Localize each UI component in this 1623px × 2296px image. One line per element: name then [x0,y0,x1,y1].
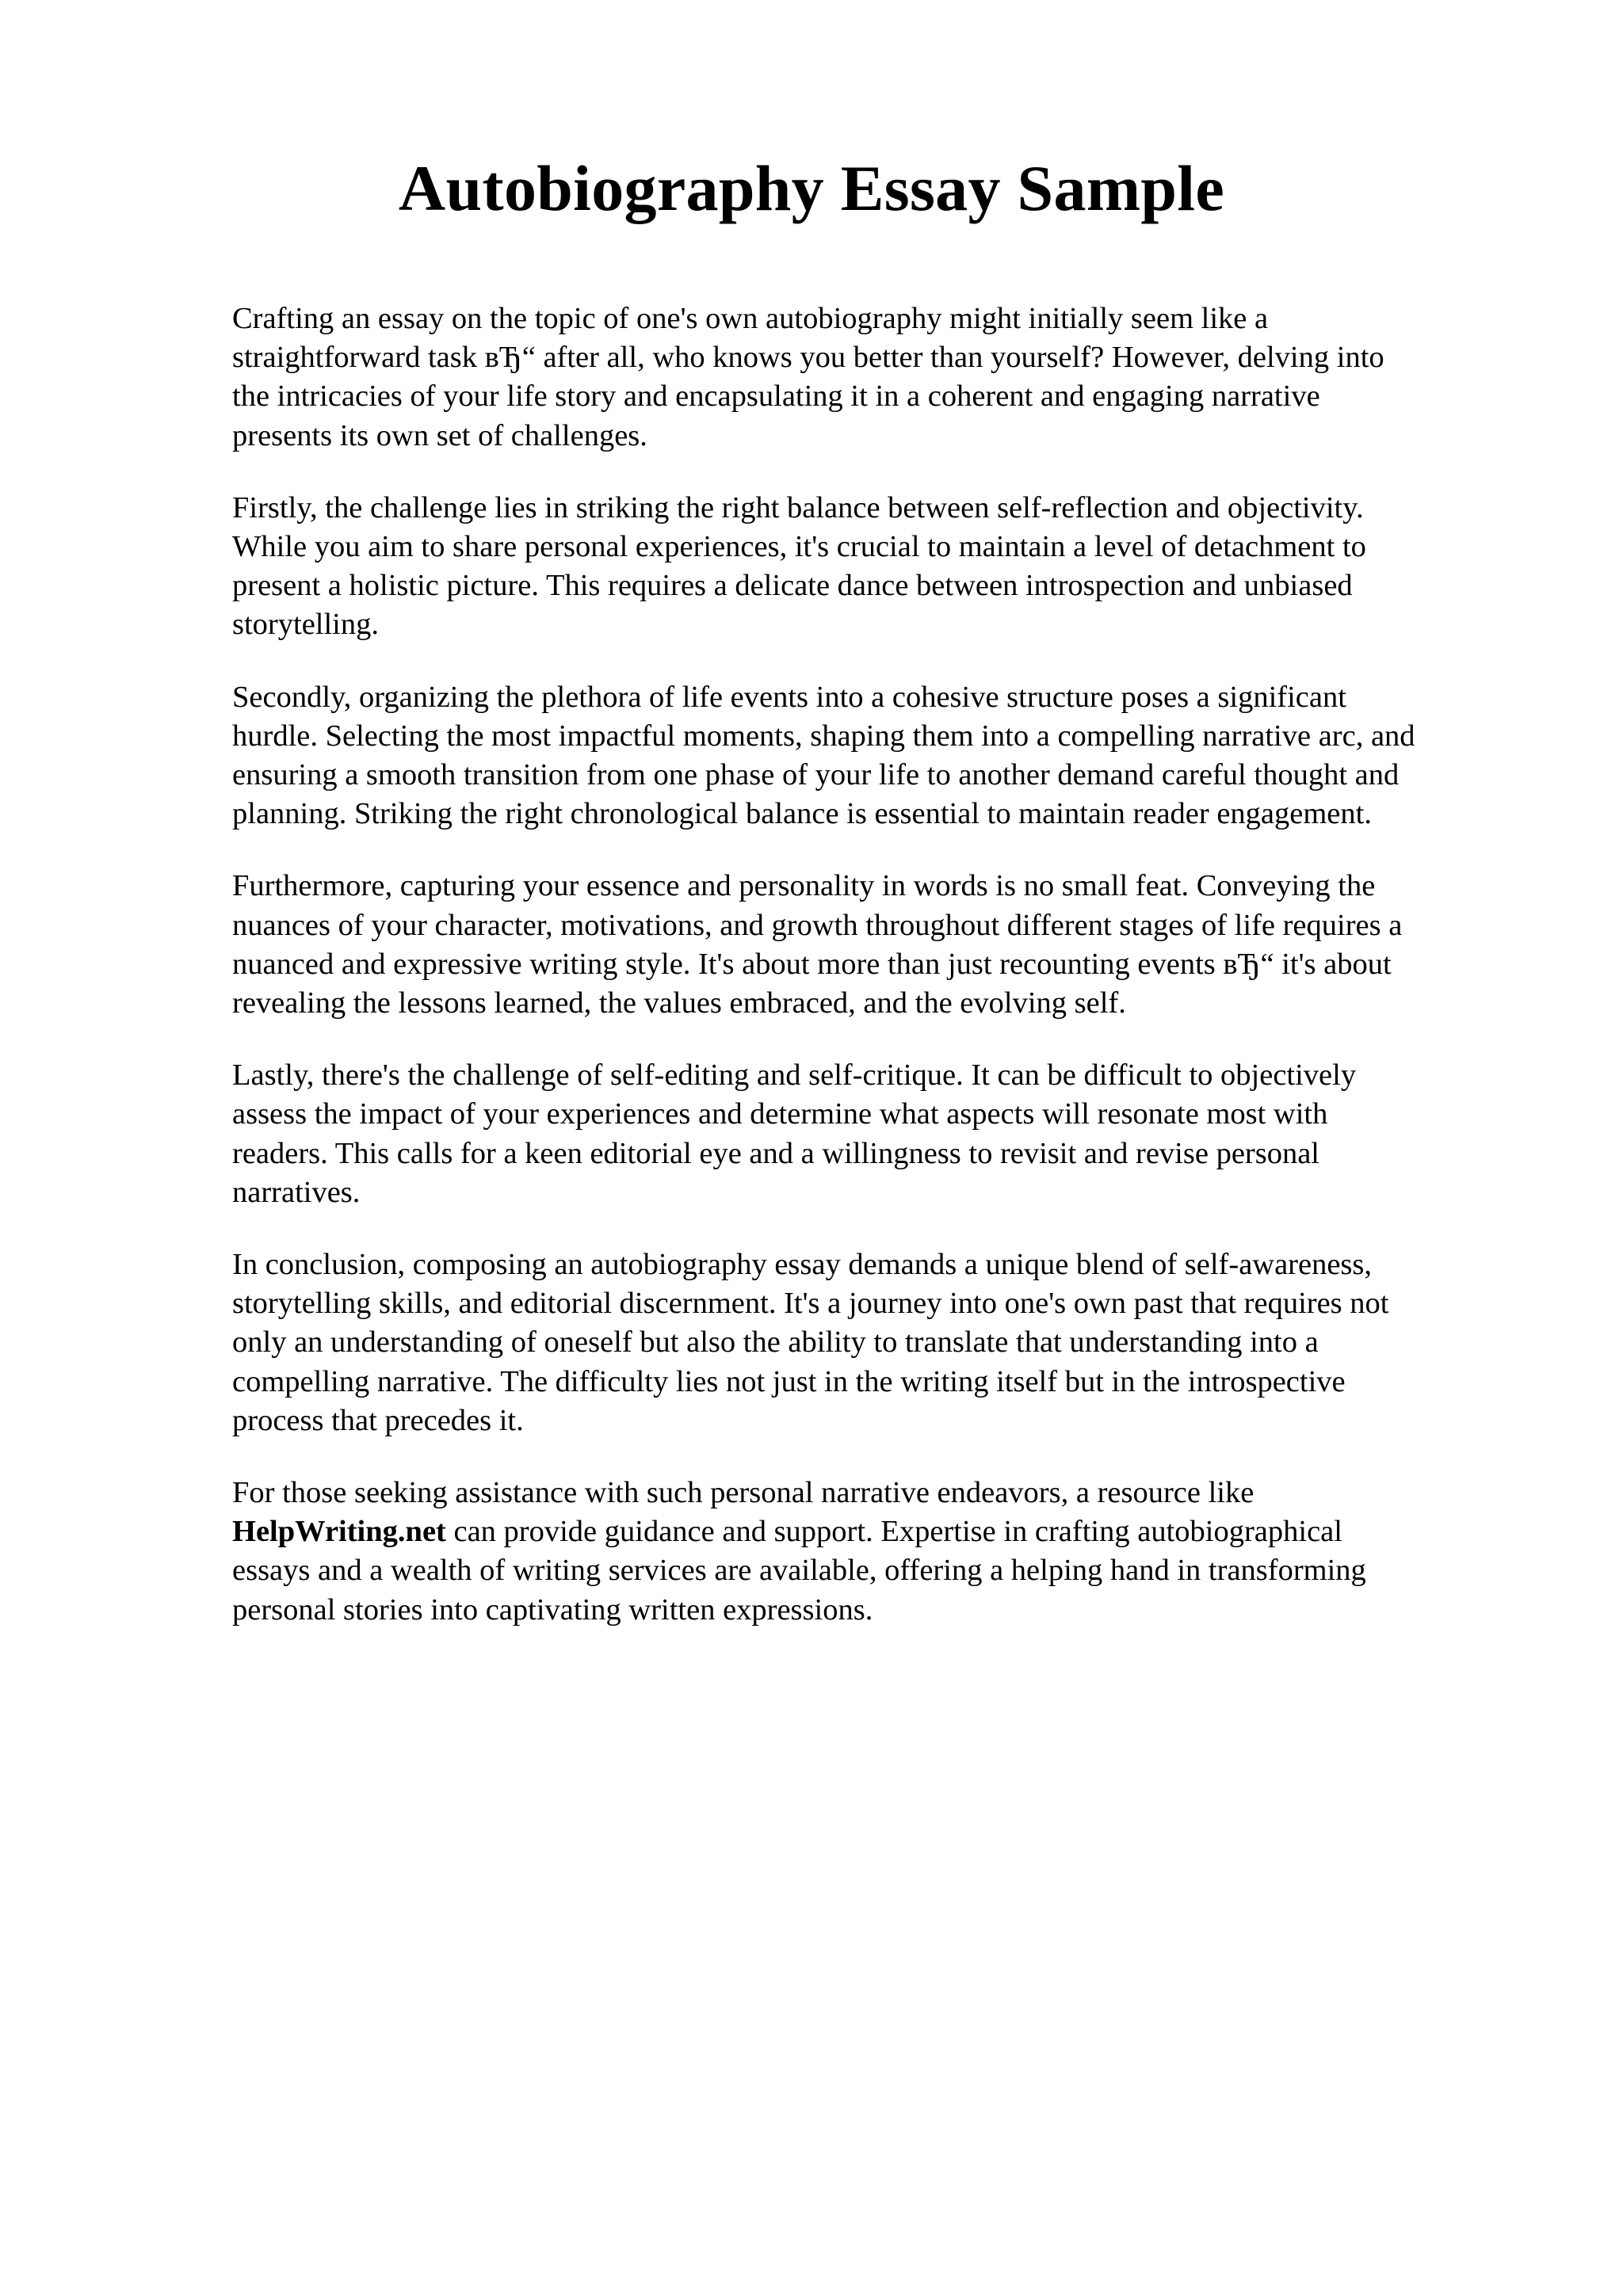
text-line: only an understanding of oneself but also the ability to translate that understanding into a [232,1325,1319,1360]
text-line [232,1512,1516,1551]
paragraph-2 [232,489,1516,645]
text-line: compelling narrative. The difficulty lies not just in the writing itself but in the introspective [232,1364,1346,1398]
text-line: Secondly, organizing the plethora of life events into a cohesive structure poses a significant [232,680,1346,714]
text-line: In conclusion, composing an autobiography essay demands a unique blend of self-awareness, [232,1248,1373,1282]
text-line: revealing the lessons learned, the values embraced, and the evolving self. [232,986,1126,1020]
text-line: assess the impact of your experiences and determine what aspects will resonate most with [232,1097,1328,1131]
text-line: narratives. [232,1175,361,1209]
text-line: For those seeking assistance with such personal narrative endeavors, a resource like [232,1476,1254,1510]
text-line: nuances of your character, motivations, and growth throughout different stages of life requires a [232,908,1403,942]
text-line: Crafting an essay on the topic of one's own autobiography might initially seem like a [232,302,1269,335]
text-line: Firstly, the challenge lies in striking the right balance between self-reflection and objectivity. [232,490,1364,524]
text-line: essays and a wealth of writing services are available, offering a helping hand in transforming [232,1554,1366,1588]
text-line: ensuring a smooth transition from one phase of your life to another demand careful thought and [232,758,1400,792]
paragraph-4 [232,867,1516,1023]
paragraph-1 [232,299,1516,456]
paragraph-6 [232,1245,1516,1440]
page-title: Autobiography Essay Sample [398,152,1225,224]
text-line: present a holistic picture. This requires a delicate dance between introspection and unbiased [232,569,1353,603]
closing-paragraph [232,1474,1516,1630]
text-line: personal stories into captivating written expressions. [232,1592,873,1627]
text-line: While you aim to share personal experiences, it's crucial to maintain a level of detachment to [232,530,1366,564]
text-line: planning. Striking the right chronological balance is essential to maintain reader engagement. [232,797,1372,831]
text-line: hurdle. Selecting the most impactful moments, shaping them into a compelling narrative arc, and [232,719,1415,753]
text-line: readers. This calls for a keen editorial eye and a willingness to revisit and revise personal [232,1136,1319,1170]
text-line: Lastly, there's the challenge of self-editing and self-critique. It can be difficult to objectively [232,1058,1357,1093]
text-line: Furthermore, capturing your essence and personality in words is no small feat. Conveying the [232,869,1376,903]
text-line: storytelling. [232,608,379,642]
text-fragment: can provide guidance and support. Expertise in crafting autobiographical [445,1515,1342,1549]
text-line: storytelling skills, and editorial discernment. It's a journey into one's own past that requires not [232,1287,1389,1321]
text-line: nuanced and expressive writing style. It's about more than just recounting events вЂ“ it's about [232,947,1392,981]
essay-body [232,299,1516,1663]
brand-name: HelpWriting.net [232,1515,446,1549]
paragraph-3 [232,678,1516,834]
text-line: straightforward task вЂ“ after all, who knows you better than yourself? However, delving into [232,341,1384,375]
text-line: the intricacies of your life story and encapsulating it in a coherent and engaging narrative [232,379,1320,414]
text-line: presents its own set of challenges. [232,418,647,452]
text-line: process that precedes it. [232,1403,524,1437]
paragraph-5 [232,1056,1516,1212]
